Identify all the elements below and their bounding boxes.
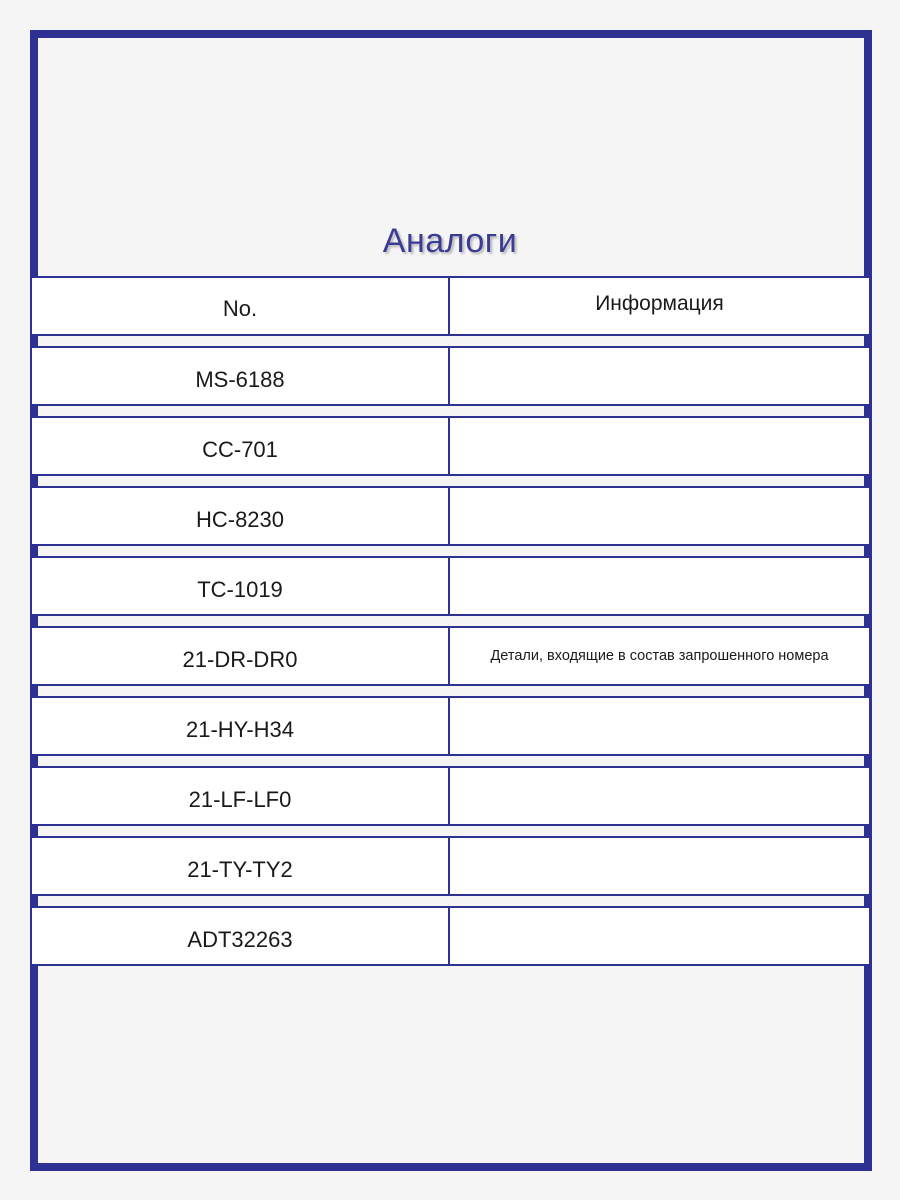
table-row — [30, 906, 871, 966]
row-info: Детали, входящие в состав запрошенного номера — [450, 626, 871, 686]
table-row — [30, 626, 871, 686]
row-no: 21-HY-H34 — [30, 696, 450, 756]
table-row — [30, 486, 871, 546]
header-no: No. — [30, 276, 450, 336]
row-info — [450, 416, 871, 476]
table-row — [30, 696, 871, 756]
row-info — [450, 836, 871, 896]
row-no: ADT32263 — [30, 906, 450, 966]
table-row — [30, 766, 871, 826]
row-no: CC-701 — [30, 416, 450, 476]
row-info — [450, 906, 871, 966]
row-no: 21-TY-TY2 — [30, 836, 450, 896]
row-info — [450, 766, 871, 826]
row-info — [450, 346, 871, 406]
row-no: 21-LF-LF0 — [30, 766, 450, 826]
table-row — [30, 556, 871, 616]
row-info — [450, 486, 871, 546]
header-info: Информация — [450, 276, 871, 336]
row-no: MS-6188 — [30, 346, 450, 406]
table-row — [30, 416, 871, 476]
row-no: TC-1019 — [30, 556, 450, 616]
table-row — [30, 836, 871, 896]
table-row — [30, 346, 871, 406]
page-title: Аналоги — [382, 222, 518, 260]
table-header — [30, 276, 871, 336]
row-no: 21-DR-DR0 — [30, 626, 450, 686]
row-no: HC-8230 — [30, 486, 450, 546]
row-info — [450, 556, 871, 616]
row-info — [450, 696, 871, 756]
